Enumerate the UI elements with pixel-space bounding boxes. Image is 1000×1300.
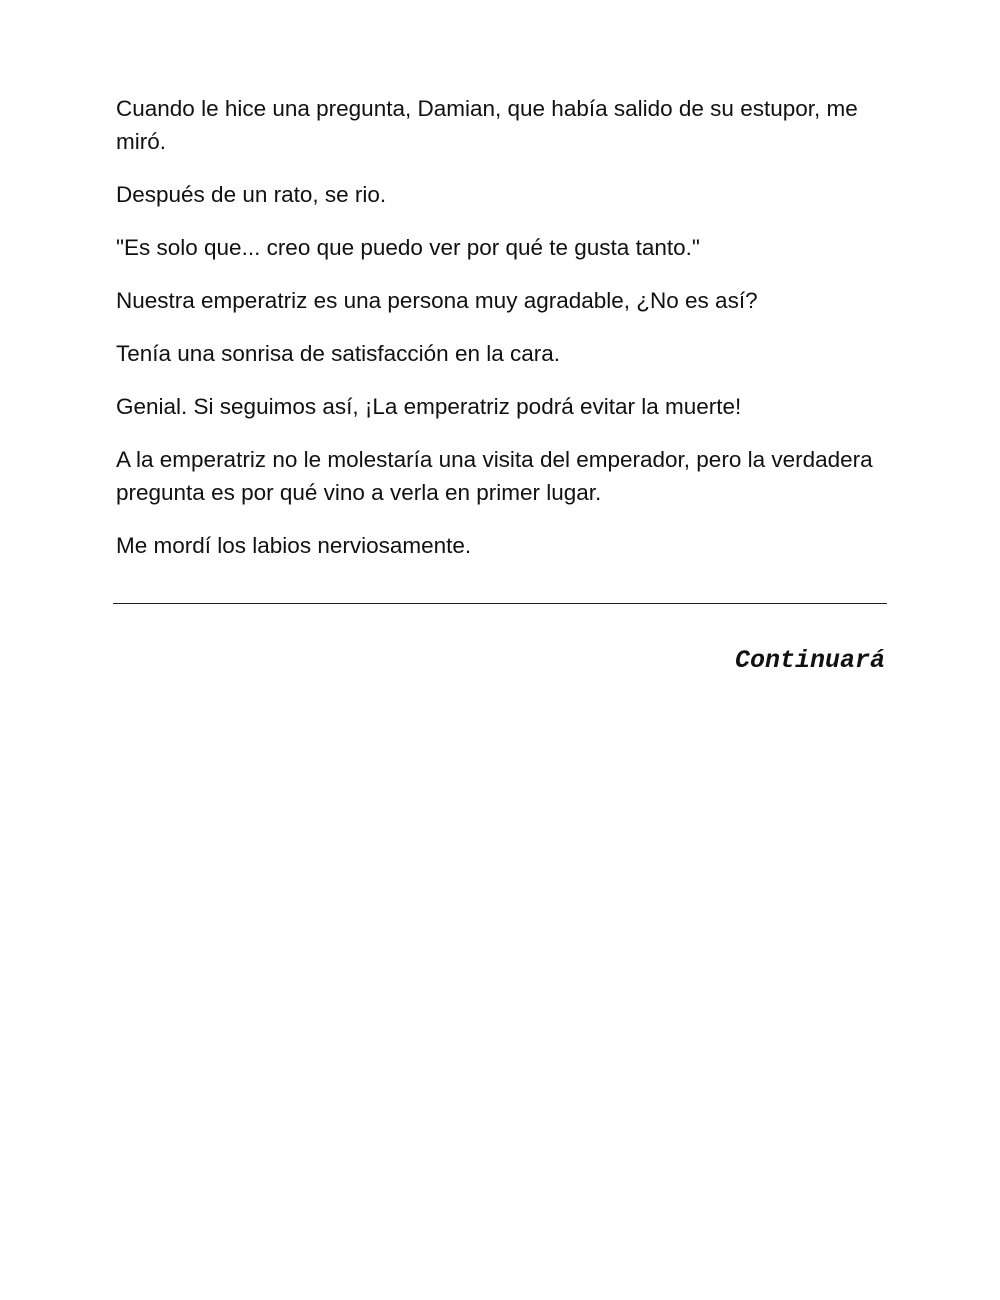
paragraph: Cuando le hice una pregunta, Damian, que había salido de su estupor, me miró.	[116, 96, 858, 154]
horizontal-divider	[113, 603, 887, 604]
continuation-label: Continuará	[734, 646, 885, 675]
paragraph: "Es solo que... creo que puedo ver por qué te gusta tanto."	[116, 235, 700, 260]
paragraph: Nuestra emperatriz es una persona muy agradable, ¿No es así?	[116, 288, 758, 313]
paragraph: A la emperatriz no le molestaría una visita del emperador, pero la verdadera pregunta es por qué vino a verla en primer lugar.	[116, 447, 873, 505]
paragraph: Tenía una sonrisa de satisfacción en la cara.	[116, 341, 561, 366]
document-body	[116, 92, 886, 582]
paragraph: Después de un rato, se rio.	[116, 182, 387, 207]
paragraph: Me mordí los labios nerviosamente.	[116, 533, 472, 558]
paragraph: Genial. Si seguimos así, ¡La emperatriz podrá evitar la muerte!	[116, 394, 742, 419]
